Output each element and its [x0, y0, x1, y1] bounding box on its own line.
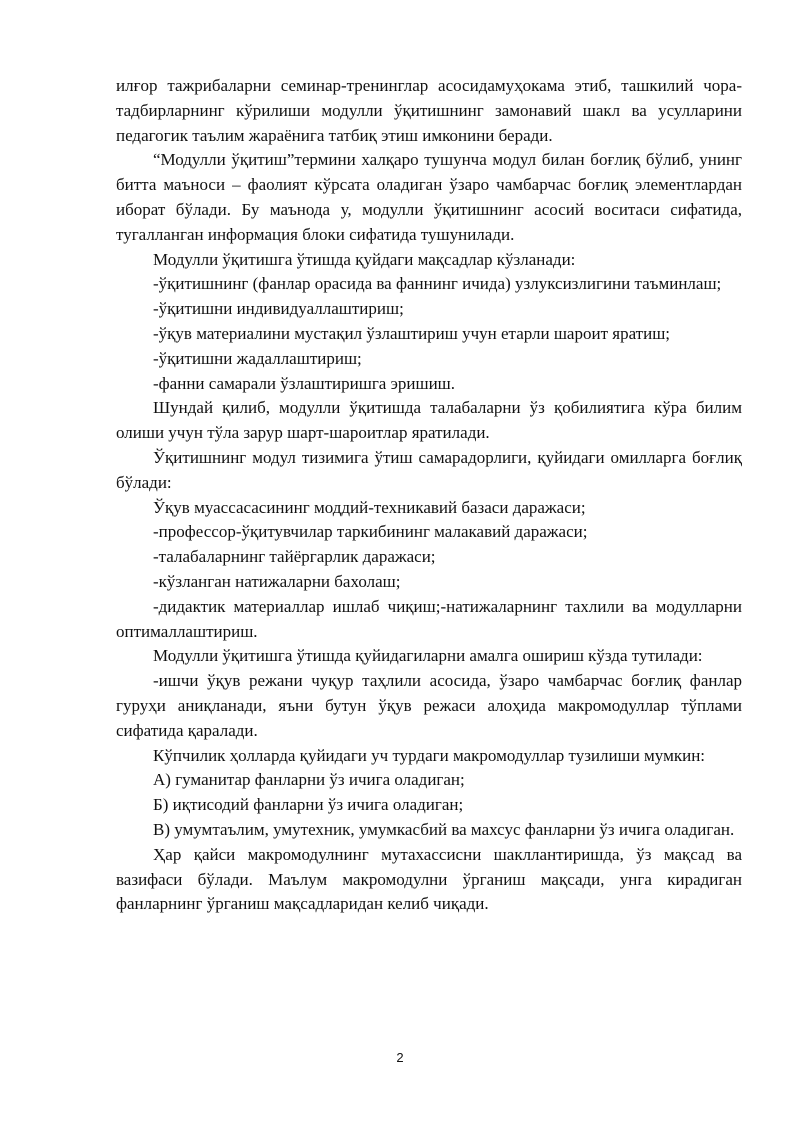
list-item-curriculum-analysis: -ишчи ўқув режани чуқур таҳлили асосида, ўзаро чамбарчас боғлиқ фанлар гуруҳи аниқланади, яъни бутун ўқув режаси алоҳида макромодуллар тўплами сифатида қаралади.	[116, 671, 742, 740]
list-item-factor-material-base: Ўқув муассасасининг моддий-техникавий базаси даражаси;	[153, 497, 586, 517]
page-number: 2	[396, 1050, 404, 1065]
list-item-goal-conditions: -ўқув материалини мустақил ўзлаштириш учун етарли шароит яратиш;	[153, 323, 671, 343]
paragraph-macromodule-types: Кўпчилик ҳолларда қуйидаги уч турдаги макромодуллар тузилиши мумкин:	[153, 745, 706, 765]
paragraph-conclusion: Шундай қилиб, модулли ўқитишда талабаларни ўз қобилиятига кўра билим олиши учун тўла зарур шарт-шароитлар яратилади.	[116, 398, 742, 443]
paragraph-continuation: илғор тажрибаларни семинар-тренинглар асосидамуҳокама этиб, ташкилий чора-тадбирларнинг кўрилиши модулли ўқитишнинг замонавий шакл ва усулларини педагогик таълим жараёнига татбиқ этиш имконини беради.	[116, 76, 742, 145]
paragraph-modular-definition: “Модулли ўқитиш”термини халқаро тушунча модул билан боғлиқ бўлиб, унинг битта маъноси – фаолият кўрсата оладиган ўзаро чамбарчас боғлиқ элементлардан иборат бўлади. Бу маънода у, модулли ўқитишнинг асосий воситаси сифатида, тугалланган информация блоки сифатида тушунилади.	[116, 150, 742, 244]
paragraph-transition-intro: Модулли ўқитишга ўтишда қуйидагиларни амалга ошириш кўзда тутилади:	[153, 646, 703, 666]
list-item-factor-materials: -дидактик материаллар ишлаб чиқиш;-натижаларнинг тахлили ва модулларни оптималлаштириш.	[116, 596, 742, 641]
document-body	[116, 74, 742, 917]
list-item-factor-staff: -профессор-ўқитувчилар таркибининг малакавий даражаси;	[153, 522, 588, 542]
paragraph-macromodule-goals: Ҳар қайси макромодулнинг мутахассисни шакллантиришда, ўз мақсад ва вазифаси бўлади. Маълум макромодулни ўрганиш мақсади, унга кирадиган фанларнинг ўрганиш мақсадларидан келиб чиқади.	[116, 844, 742, 914]
paragraph-factors-intro: Ўқитишнинг модул тизимига ўтиш самарадорлиги, қуйидаги омилларга боғлиқ бўлади:	[116, 447, 742, 492]
list-item-factor-evaluation: -кўзланган натижаларни бахолаш;	[153, 571, 401, 591]
list-item-economics: Б) иқтисодий фанларни ўз ичига оладиган;	[153, 795, 464, 815]
list-item-goal-continuity: -ўқитишнинг (фанлар орасида ва фаннинг ичида) узлуксизлигини таъминлаш;	[153, 274, 722, 294]
list-item-goal-intensification: -ўқитишни жадаллаштириш;	[153, 348, 362, 368]
list-item-factor-students: -талабаларнинг тайёргарлик даражаси;	[153, 547, 436, 567]
paragraph-goals-intro: Модулли ўқитишга ўтишда қуйдаги мақсадлар кўзланади:	[153, 249, 576, 269]
list-item-goal-efficiency: -фанни самарали ўзлаштиришга эришиш.	[153, 373, 456, 393]
list-item-goal-individualization: -ўқитишни индивидуаллаштириш;	[153, 299, 404, 319]
list-item-humanities: А) гуманитар фанларни ўз ичига оладиган;	[153, 770, 465, 790]
list-item-general-special: В) умумтаълим, умутехник, умумкасбий ва махсус фанларни ўз ичига оладиган.	[153, 819, 735, 839]
